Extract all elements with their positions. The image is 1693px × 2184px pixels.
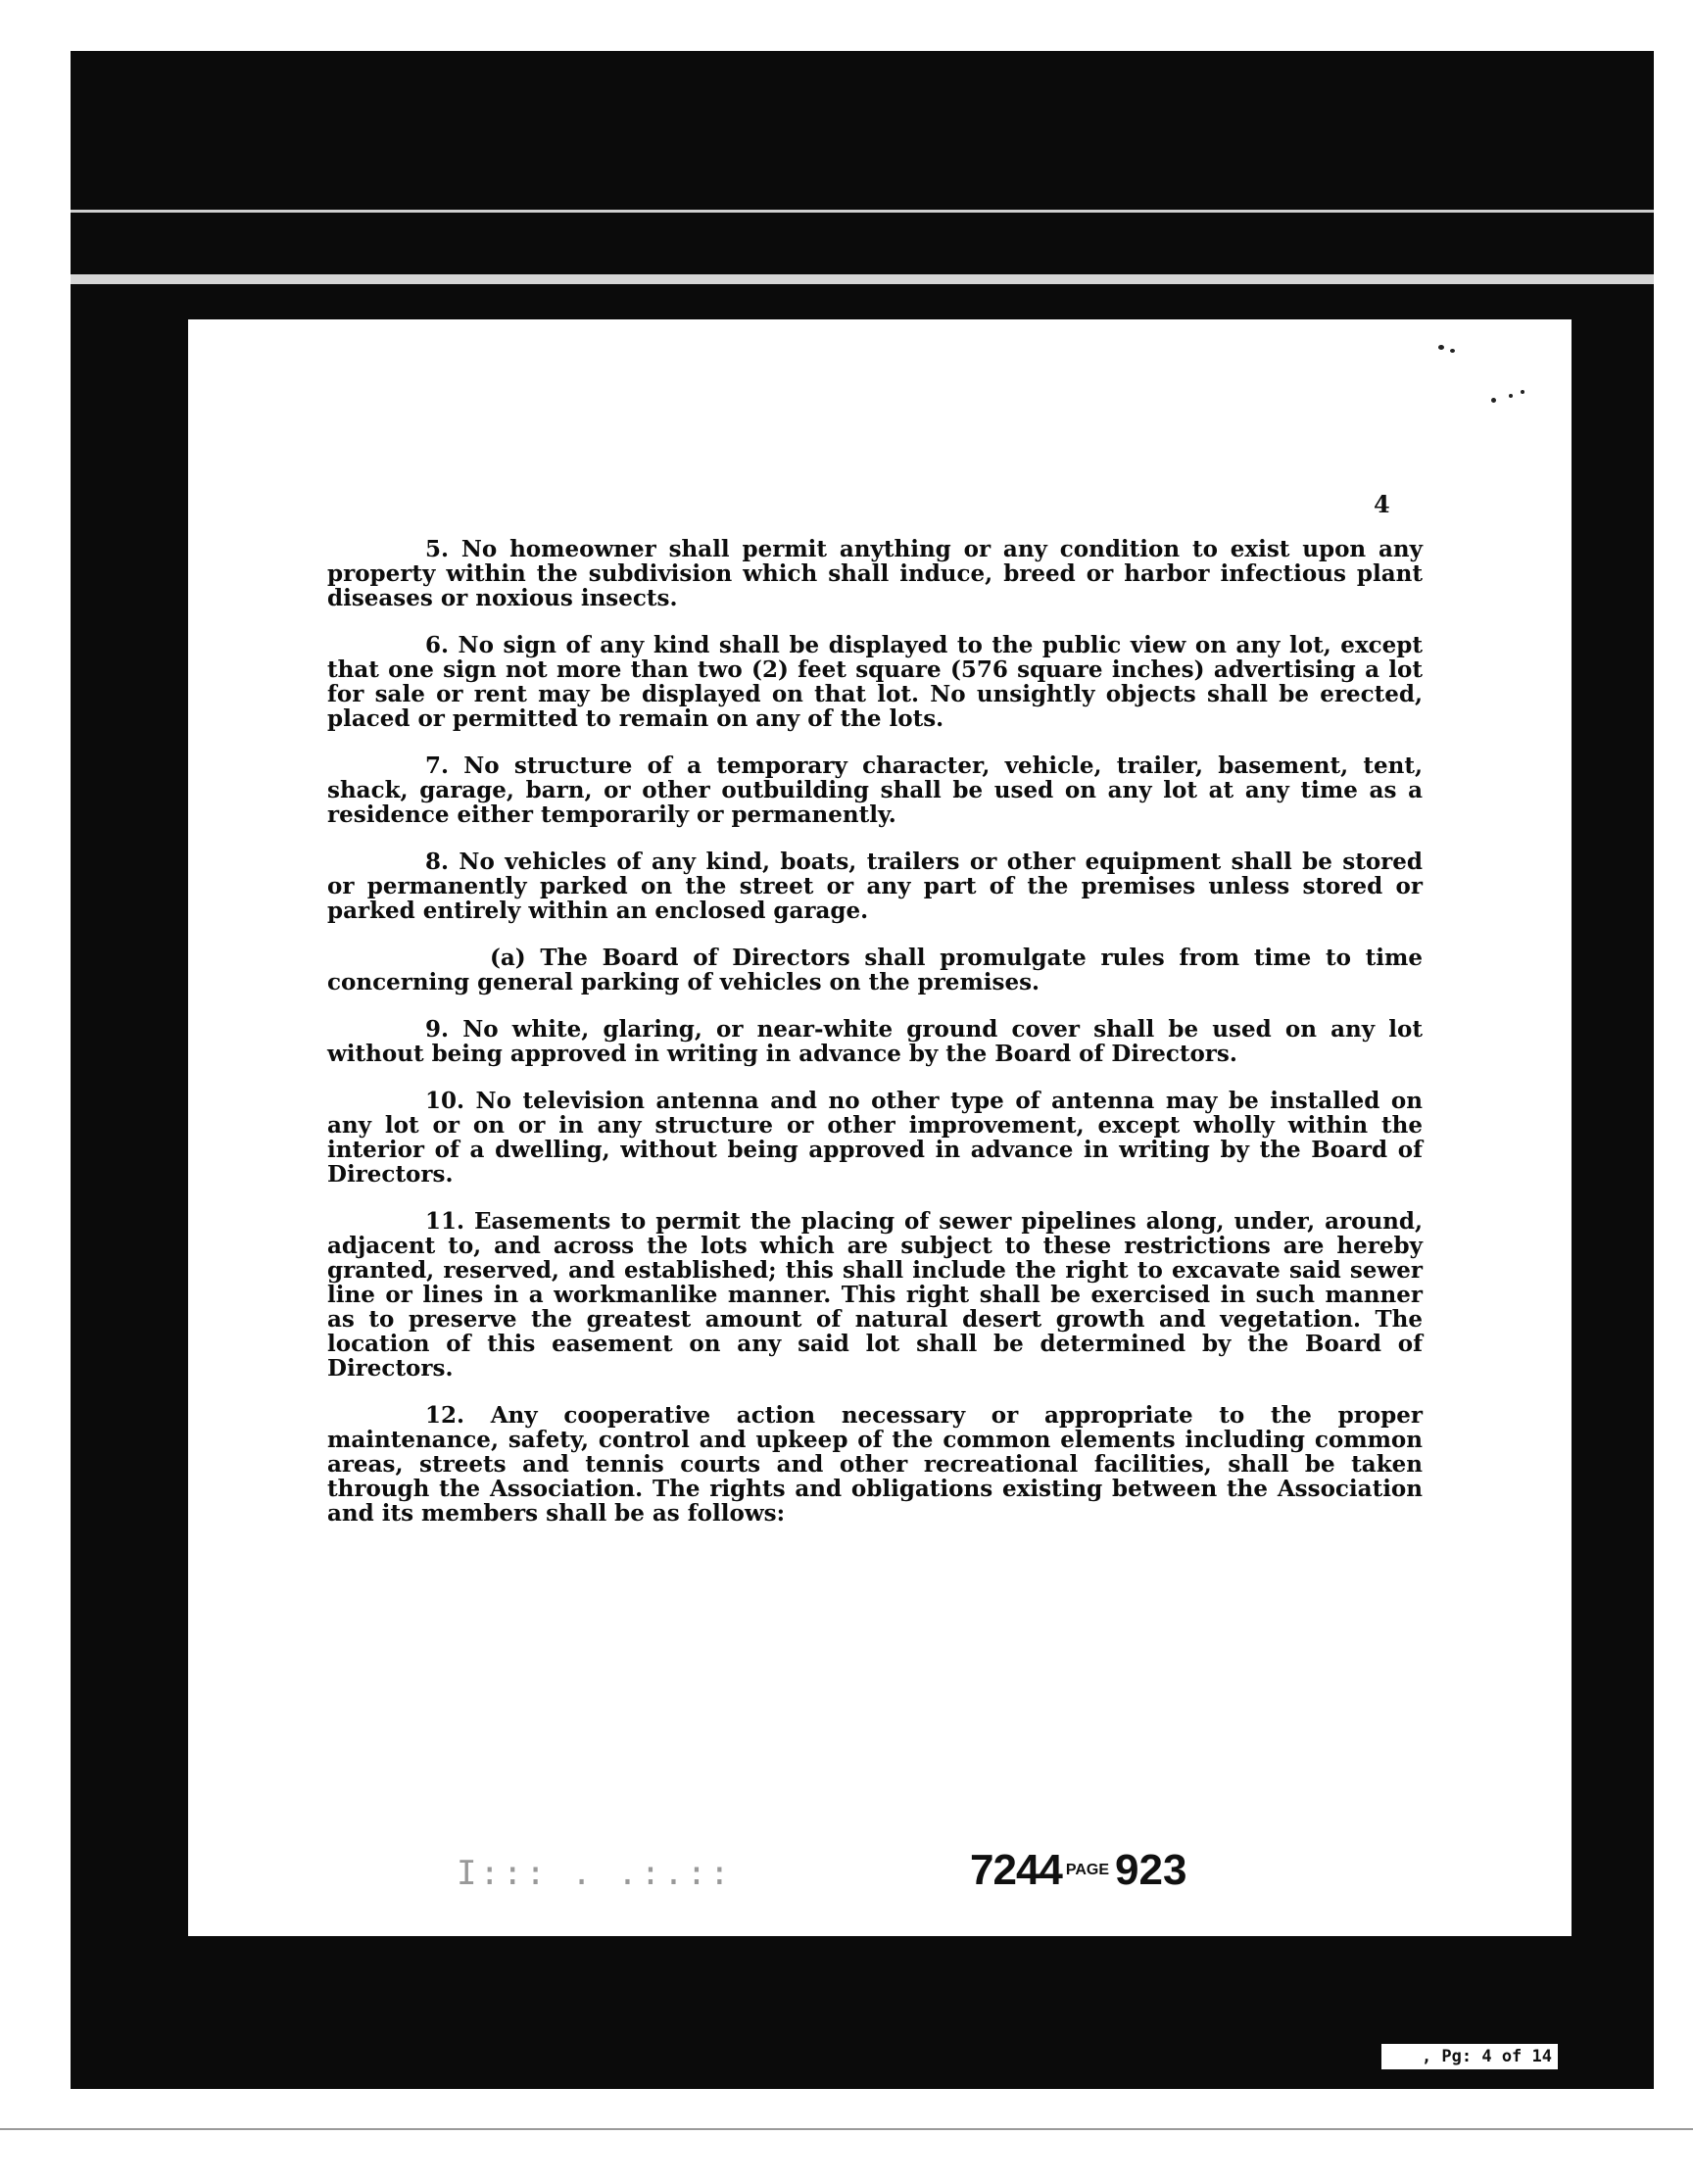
recording-stamp bbox=[970, 1846, 1186, 1895]
paragraph-7: 7. No structure of a temporary character, vehicle, trailer, basement, tent, shack, garage, barn, or other outbuilding shall be used on any lot at any time as a residence either temporarily or permanently. bbox=[327, 752, 1423, 828]
page-indicator: , Pg: 4 of 14 bbox=[1381, 2044, 1558, 2069]
scan-speck bbox=[1491, 398, 1496, 403]
page-number: 4 bbox=[1374, 490, 1390, 518]
paragraph-12: 12. Any cooperative action necessary or appropriate to the proper maintenance, safety, control and upkeep of the common elements including common areas, streets and tennis courts and other recreational facilities, shall be taken through the Association. The rights and obligations existing between the Association and its members shall be as follows: bbox=[327, 1402, 1423, 1527]
scan-bottom-rule bbox=[0, 2128, 1693, 2130]
recording-book: 7244 bbox=[970, 1846, 1062, 1894]
scan-artifact-line bbox=[71, 210, 1654, 213]
scan-speck bbox=[1450, 349, 1455, 353]
paragraph-11: 11. Easements to permit the placing of sewer pipelines along, under, around, adjacent to, and across the lots which are subject to these restrictions are hereby granted, reserved, and established; this shall include the right to excavate said sewer line or lines in a workmanlike manner. This right shall be exercised in such manner as to preserve the greatest amount of natural desert growth and vegetation. The location of this easement on any said lot shall be determined by the Board of Directors. bbox=[327, 1208, 1423, 1382]
paragraph-8a: (a) The Board of Directors shall promulgate rules from time to time concerning general parking of vehicles on the premises. bbox=[327, 945, 1423, 995]
recording-stamp-faded: I::: . .:.:: bbox=[457, 1854, 733, 1893]
recording-page-label: PAGE bbox=[1065, 1862, 1110, 1878]
paragraph-6: 6. No sign of any kind shall be displayed to the public view on any lot, except that one sign not more than two (2) feet square (576 square inches) advertising a lot for sale or rent may be displayed on that lot. No unsightly objects shall be erected, placed or permitted to remain on any of the lots. bbox=[327, 632, 1423, 732]
scan-speck bbox=[1521, 390, 1524, 394]
paragraph-10: 10. No television antenna and no other type of antenna may be installed on any lot or on or in any structure or other improvement, except wholly within the interior of a dwelling, without being approved in advance in writing by the Board of Directors. bbox=[327, 1088, 1423, 1188]
scan-artifact-band bbox=[71, 274, 1654, 284]
paragraph-9: 9. No white, glaring, or near-white ground cover shall be used on any lot without being approved in writing in advance by the Board of Directors. bbox=[327, 1016, 1423, 1067]
scan-speck bbox=[1438, 345, 1444, 350]
paragraph-8: 8. No vehicles of any kind, boats, trailers or other equipment shall be stored or permanently parked on the street or any part of the premises unless stored or parked entirely within an enclosed garage. bbox=[327, 849, 1423, 924]
paragraph-5: 5. No homeowner shall permit anything or any condition to exist upon any property within the subdivision which shall induce, breed or harbor infectious plant diseases or noxious insects. bbox=[327, 536, 1423, 611]
scan-speck bbox=[1509, 394, 1513, 398]
document-body bbox=[327, 537, 1423, 1548]
recording-page: 923 bbox=[1115, 1846, 1187, 1894]
